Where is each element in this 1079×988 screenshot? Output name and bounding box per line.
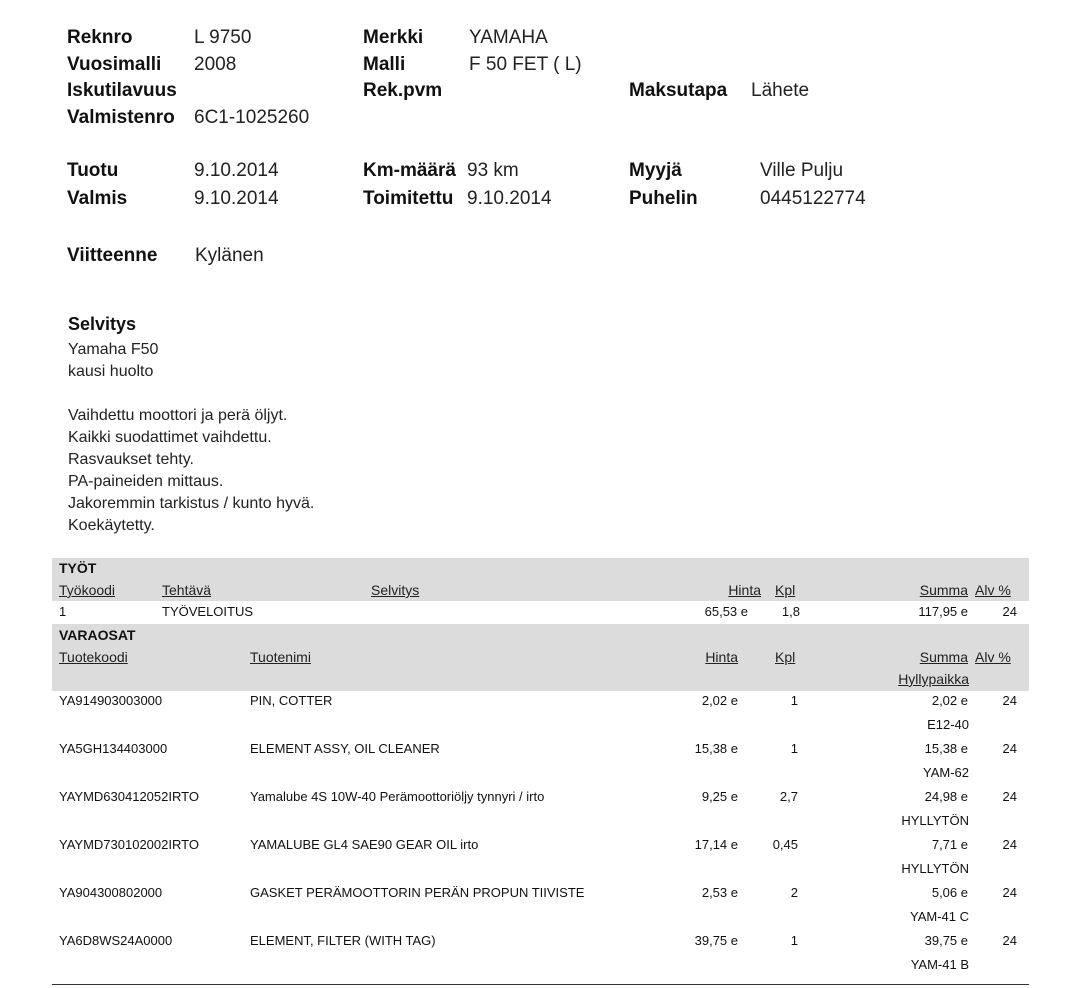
col-hinta-varaosat: Hinta — [705, 649, 738, 665]
viitteenne-value: Kylänen — [195, 245, 264, 266]
part-summa: 39,75 e — [924, 933, 968, 948]
part-hyllypaikka: E12-40 — [927, 717, 969, 732]
reknro-label: Reknro — [67, 27, 133, 48]
part-kpl: 0,45 — [772, 837, 798, 852]
col-tuotekoodi: Tuotekoodi — [59, 649, 128, 665]
col-kpl: Kpl — [775, 582, 796, 598]
tyot-tyokoodi: 1 — [59, 604, 67, 619]
merkki-value: YAMAHA — [469, 27, 548, 48]
part-kpl: 2,7 — [779, 789, 798, 804]
selvitys-title: Selvitys — [68, 314, 137, 334]
tyot-title: TYÖT — [59, 560, 97, 576]
merkki-label: Merkki — [363, 27, 424, 48]
part-kpl: 1 — [790, 741, 798, 756]
part-hyllypaikka: HYLLYTÖN — [901, 813, 969, 828]
part-tuotekoodi: YA914903003000 — [59, 693, 163, 708]
part-tuotekoodi: YAYMD630412052IRTO — [59, 789, 199, 804]
valmis-value: 9.10.2014 — [194, 188, 279, 209]
valmis-label: Valmis — [67, 188, 128, 209]
part-hyllypaikka: YAM-41 C — [910, 909, 969, 924]
puhelin-label: Puhelin — [629, 188, 698, 209]
part-alv: 24 — [1002, 837, 1017, 852]
col-tyokoodi: Työkoodi — [59, 582, 116, 598]
part-hinta: 2,02 e — [701, 693, 738, 708]
col-summa-varaosat: Summa — [919, 649, 968, 665]
viitteenne-label: Viitteenne — [67, 245, 158, 266]
part-hyllypaikka: YAM-62 — [923, 765, 969, 780]
tyot-tehtava: TYÖVELOITUS — [162, 604, 254, 619]
puhelin-value: 0445122774 — [760, 188, 866, 209]
malli-label: Malli — [363, 54, 406, 75]
part-hyllypaikka: HYLLYTÖN — [901, 861, 969, 876]
part-kpl: 1 — [790, 693, 798, 708]
part-tuotenimi: Yamalube 4S 10W-40 Perämoottoriöljy tynnyri / irto — [250, 789, 545, 804]
part-summa: 2,02 e — [931, 693, 968, 708]
part-kpl: 2 — [790, 885, 798, 900]
malli-value: F 50 FET ( L) — [469, 54, 582, 75]
maksutapa-value: Lähete — [751, 80, 810, 101]
varaosat-title: VARAOSAT — [59, 627, 136, 643]
col-tehtava: Tehtävä — [162, 582, 212, 598]
part-alv: 24 — [1002, 933, 1017, 948]
selvitys-text: Yamaha F50 kausi huolto Vaihdettu moottori ja perä öljyt. Kaikki suodattimet vaihdettu. Rasvaukset tehty. PA-paineiden mittaus. Jakoremmin tarkistus / kunto hyvä. Koekäytetty. — [68, 341, 315, 534]
myyja-value: Ville Pulju — [760, 160, 844, 181]
part-alv: 24 — [1002, 693, 1017, 708]
toimitettu-label: Toimitettu — [363, 188, 454, 209]
part-tuotekoodi: YA5GH134403000 — [59, 741, 168, 756]
part-summa: 24,98 e — [924, 789, 968, 804]
part-tuotenimi: ELEMENT ASSY, OIL CLEANER — [250, 741, 440, 756]
myyja-label: Myyjä — [629, 160, 682, 181]
tuotu-value: 9.10.2014 — [194, 160, 279, 181]
maksutapa-label: Maksutapa — [629, 80, 728, 101]
toimitettu-value: 9.10.2014 — [467, 188, 552, 209]
part-kpl: 1 — [790, 933, 798, 948]
part-summa: 5,06 e — [931, 885, 968, 900]
part-summa: 7,71 e — [931, 837, 968, 852]
tuotu-label: Tuotu — [67, 160, 119, 181]
vuosimalli-value: 2008 — [194, 54, 237, 75]
part-tuotekoodi: YA904300802000 — [59, 885, 163, 900]
kmmaara-value: 93 km — [467, 160, 519, 181]
valmistenro-label: Valmistenro — [67, 107, 175, 128]
reknro-value: L 9750 — [194, 27, 252, 48]
col-selvitys: Selvitys — [371, 582, 420, 598]
vuosimalli-label: Vuosimalli — [67, 54, 162, 75]
part-tuotenimi: YAMALUBE GL4 SAE90 GEAR OIL irto — [250, 837, 479, 852]
part-alv: 24 — [1002, 885, 1017, 900]
iskutilavuus-label: Iskutilavuus — [67, 80, 177, 101]
col-kpl-varaosat: Kpl — [775, 649, 796, 665]
kmmaara-label: Km-määrä — [363, 160, 456, 181]
col-alv-varaosat: Alv % — [975, 649, 1011, 665]
valmistenro-value: 6C1-1025260 — [194, 107, 310, 128]
col-summa: Summa — [919, 582, 968, 598]
col-hinta: Hinta — [728, 582, 761, 598]
part-hinta: 17,14 e — [694, 837, 738, 852]
rekpvm-label: Rek.pvm — [363, 80, 443, 101]
part-hinta: 15,38 e — [694, 741, 738, 756]
col-tuotenimi: Tuotenimi — [250, 649, 311, 665]
part-alv: 24 — [1002, 741, 1017, 756]
tyot-alv: 24 — [1002, 604, 1017, 619]
tyot-hinta: 65,53 e — [704, 604, 748, 619]
part-hinta: 9,25 e — [701, 789, 738, 804]
tyot-kpl: 1,8 — [781, 604, 800, 619]
part-tuotekoodi: YA6D8WS24A0000 — [59, 933, 173, 948]
bottom-divider — [52, 984, 1029, 985]
col-alv: Alv % — [975, 582, 1011, 598]
col-hyllypaikka: Hyllypaikka — [898, 671, 969, 687]
part-tuotenimi: PIN, COTTER — [250, 693, 333, 708]
part-summa: 15,38 e — [924, 741, 968, 756]
tyot-summa: 117,95 e — [918, 604, 968, 619]
part-tuotenimi: GASKET PERÄMOOTTORIN PERÄN PROPUN TIIVISTE — [250, 885, 585, 900]
part-hinta: 2,53 e — [701, 885, 738, 900]
part-hyllypaikka: YAM-41 B — [910, 957, 969, 972]
part-tuotekoodi: YAYMD730102002IRTO — [59, 837, 199, 852]
part-hinta: 39,75 e — [694, 933, 738, 948]
part-tuotenimi: ELEMENT, FILTER (WITH TAG) — [250, 933, 436, 948]
part-alv: 24 — [1002, 789, 1017, 804]
